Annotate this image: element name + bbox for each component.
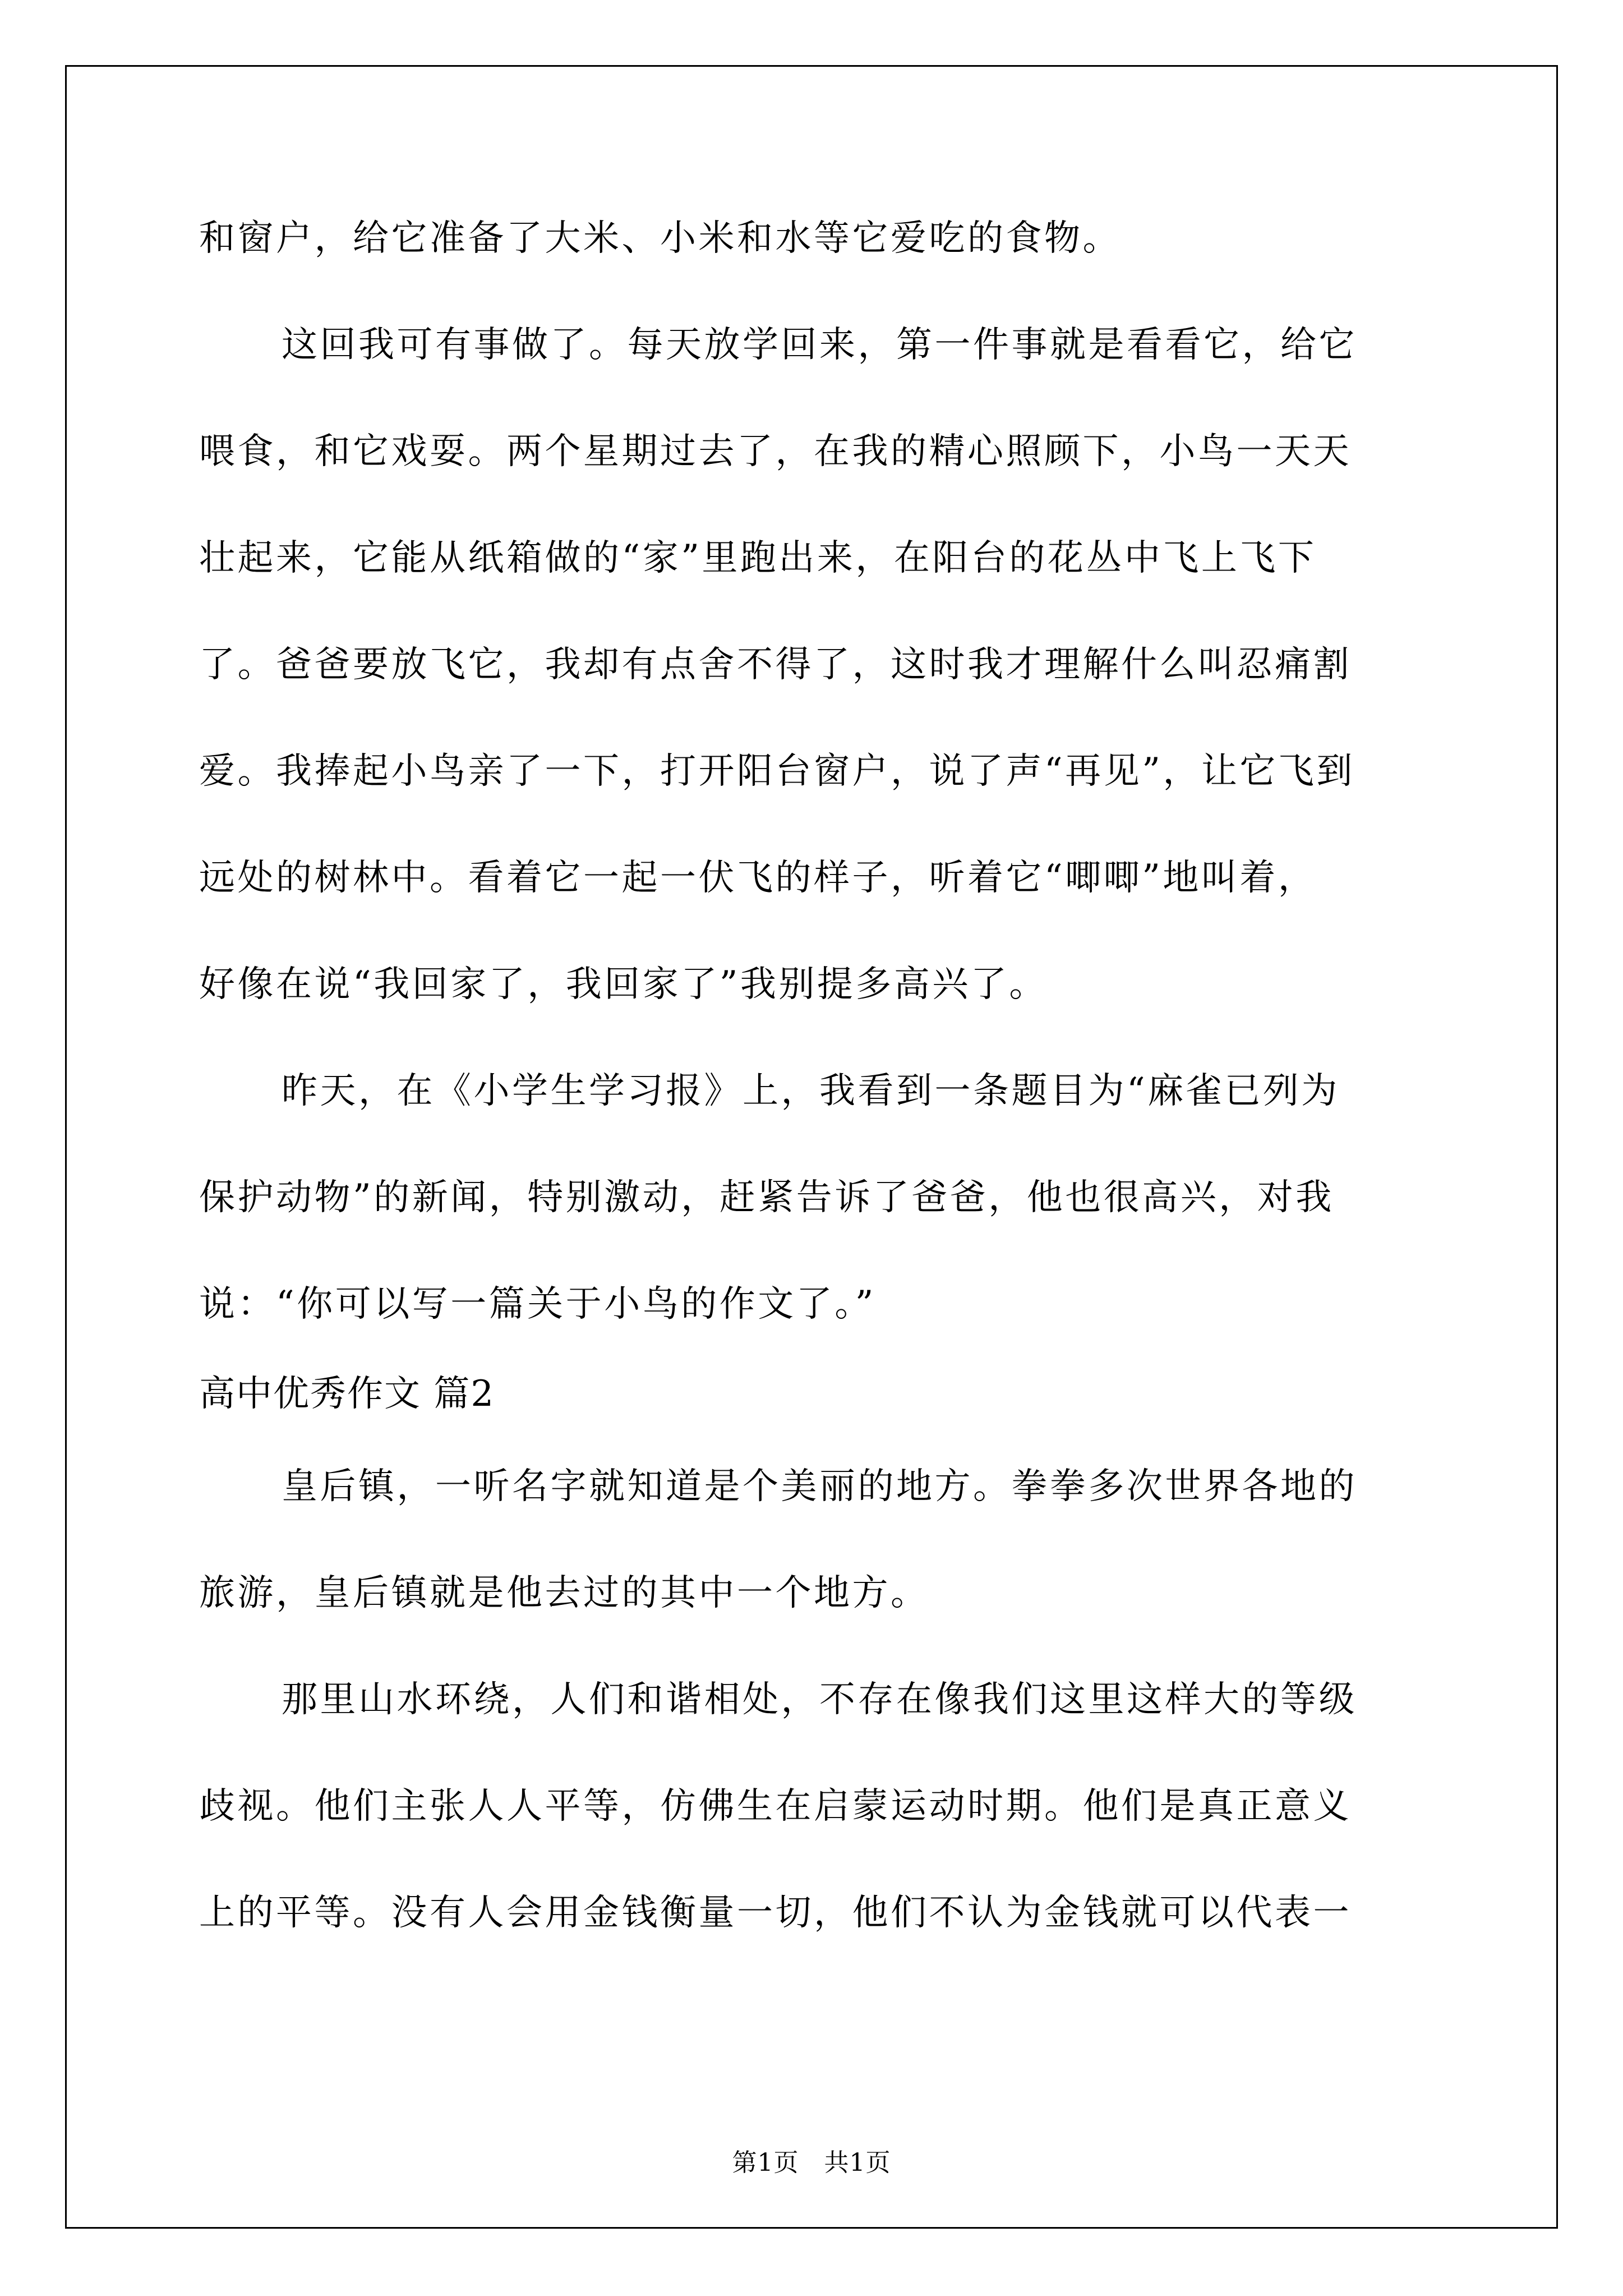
- text-line: 和窗户，给它准备了大米、小米和水等它爱吃的食物。: [199, 218, 1121, 259]
- text-line: 远处的树林中。看着它一起一伏飞的样子，听着它“唧唧”地叫着，: [199, 857, 1317, 899]
- text-line: 那里山水环绕，人们和谐相处，不存在像我们这里这样大的等级: [282, 1679, 1357, 1720]
- text-line: 歧视。他们主张人人平等，仿佛生在启蒙运动时期。他们是真正意义: [199, 1786, 1352, 1827]
- text-line: 上的平等。没有人会用金钱衡量一切，他们不认为金钱就可以代表一: [199, 1892, 1352, 1934]
- text-line: 这回我可有事做了。每天放学回来，第一件事就是看看它，给它: [282, 324, 1357, 366]
- text-line: 旅游，皇后镇就是他去过的其中一个地方。: [199, 1572, 929, 1614]
- page-footer: 第1页 共1页: [732, 2148, 891, 2177]
- text-line: 好像在说“我回家了，我回家了”我别提多高兴了。: [199, 964, 1048, 1005]
- text-line: 爱。我捧起小鸟亲了一下，打开阳台窗户，说了声“再见”，让它飞到: [199, 751, 1355, 792]
- section-heading: 高中优秀作文 篇2: [199, 1373, 495, 1415]
- text-line: 喂食，和它戏耍。两个星期过去了，在我的精心照顾下，小鸟一天天: [199, 431, 1352, 472]
- text-line: 昨天，在《小学生学习报》上，我看到一条题目为“麻雀已列为: [282, 1070, 1340, 1112]
- text-line: 保护动物”的新闻，特别激动，赶紧告诉了爸爸，他也很高兴，对我: [199, 1177, 1334, 1218]
- text-line: 了。爸爸要放飞它，我却有点舍不得了，这时我才理解什么叫忍痛割: [199, 644, 1352, 685]
- text-line: 说：“你可以写一篇关于小鸟的作文了。”: [199, 1283, 876, 1325]
- text-line: 壮起来，它能从纸箱做的“家”里跑出来，在阳台的花丛中飞上飞下: [199, 537, 1317, 579]
- text-line: 皇后镇，一听名字就知道是个美丽的地方。拳拳多次世界各地的: [282, 1466, 1357, 1507]
